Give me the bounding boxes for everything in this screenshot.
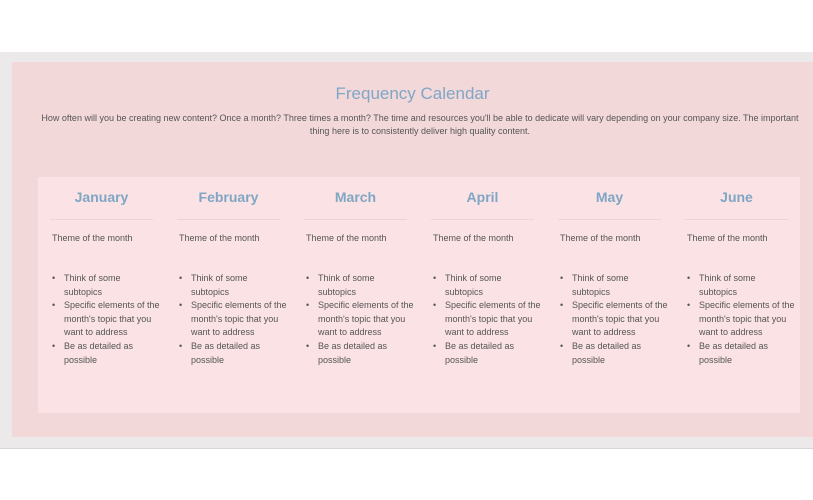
theme-label: Theme of the month <box>52 233 133 243</box>
topic-list <box>52 272 160 367</box>
month-heading: March <box>334 189 377 205</box>
list-item-text: Think of some subtopics <box>699 273 756 297</box>
list-item <box>179 299 287 340</box>
bullet-icon: • <box>52 300 56 311</box>
list-item-text: Specific elements of the month's topic that you want to address <box>191 300 287 338</box>
bullet-icon: • <box>560 340 564 351</box>
page-top-whitespace <box>0 0 813 52</box>
list-item <box>687 299 795 340</box>
list-item-text: Think of some subtopics <box>445 273 502 297</box>
month-heading: February <box>198 189 259 205</box>
bullet-icon: • <box>560 273 564 283</box>
list-item-text: Be as detailed as possible <box>318 340 388 365</box>
topic-list <box>560 272 668 367</box>
list-item-text: Specific elements of the month's topic that you want to address <box>699 300 795 338</box>
list-item-text: Be as detailed as possible <box>445 340 515 365</box>
list-item <box>52 299 160 340</box>
bullet-icon: • <box>179 340 183 351</box>
list-item-text: Specific elements of the month's topic that you want to address <box>572 300 668 338</box>
month-column-may <box>546 177 672 413</box>
bullet-icon: • <box>306 340 310 351</box>
bullet-icon: • <box>560 300 564 311</box>
month-column-june <box>673 177 799 413</box>
list-item <box>179 340 287 367</box>
bullet-icon: • <box>52 273 56 283</box>
list-item-text: Specific elements of the month's topic that you want to address <box>318 300 414 338</box>
bullet-icon: • <box>306 273 310 283</box>
bullet-icon: • <box>52 340 56 351</box>
bullet-icon: • <box>179 300 183 311</box>
list-item-text: Be as detailed as possible <box>699 340 769 365</box>
bullet-icon: • <box>687 273 691 283</box>
list-item-text: Specific elements of the month's topic that you want to address <box>64 300 160 338</box>
list-item <box>179 272 287 299</box>
month-divider <box>431 219 534 220</box>
bullet-icon: • <box>687 300 691 311</box>
month-column-february <box>165 177 291 413</box>
bullet-icon: • <box>306 300 310 311</box>
list-item-text: Think of some subtopics <box>191 273 248 297</box>
list-item <box>433 340 541 367</box>
month-divider <box>177 219 280 220</box>
theme-label: Theme of the month <box>560 233 641 243</box>
list-item-text: Think of some subtopics <box>318 273 375 297</box>
frame-bottom-border <box>0 448 813 449</box>
list-item <box>433 299 541 340</box>
month-divider <box>50 219 153 220</box>
month-divider <box>558 219 661 220</box>
month-heading: May <box>595 189 624 205</box>
list-item <box>560 340 668 367</box>
list-item-text: Think of some subtopics <box>64 273 121 297</box>
month-heading: January <box>74 189 129 205</box>
month-heading: June <box>720 189 753 205</box>
calendar-card <box>38 177 800 413</box>
bullet-icon: • <box>179 273 183 283</box>
list-item <box>306 272 414 299</box>
theme-label: Theme of the month <box>433 233 514 243</box>
theme-label: Theme of the month <box>179 233 260 243</box>
month-column-march <box>292 177 418 413</box>
list-item-text: Specific elements of the month's topic that you want to address <box>445 300 541 338</box>
list-item <box>306 340 414 367</box>
list-item-text: Be as detailed as possible <box>572 340 642 365</box>
list-item-text: Think of some subtopics <box>572 273 629 297</box>
theme-label: Theme of the month <box>306 233 387 243</box>
list-item <box>560 272 668 299</box>
topic-list <box>179 272 287 367</box>
month-heading: April <box>466 189 499 205</box>
topic-list <box>687 272 795 367</box>
list-item <box>52 340 160 367</box>
theme-label: Theme of the month <box>687 233 768 243</box>
list-item-text: Be as detailed as possible <box>64 340 134 365</box>
page-title: Frequency Calendar <box>335 84 490 103</box>
list-item <box>687 340 795 367</box>
bullet-icon: • <box>433 340 437 351</box>
list-item <box>687 272 795 299</box>
list-item <box>52 272 160 299</box>
bullet-icon: • <box>687 340 691 351</box>
topic-list <box>306 272 414 367</box>
list-item-text: Be as detailed as possible <box>191 340 261 365</box>
list-item <box>306 299 414 340</box>
month-divider <box>304 219 407 220</box>
month-column-january <box>38 177 164 413</box>
intro-description: How often will you be creating new content? Once a month? Three times a month? The time and resources you'll be able to dedicate will vary depending on your company size. The important thing here is to consistently deliver high quality content. <box>41 113 799 136</box>
bullet-icon: • <box>433 273 437 283</box>
bullet-icon: • <box>433 300 437 311</box>
list-item <box>433 272 541 299</box>
topic-list <box>433 272 541 367</box>
list-item <box>560 299 668 340</box>
month-column-april <box>419 177 545 413</box>
month-divider <box>685 219 788 220</box>
